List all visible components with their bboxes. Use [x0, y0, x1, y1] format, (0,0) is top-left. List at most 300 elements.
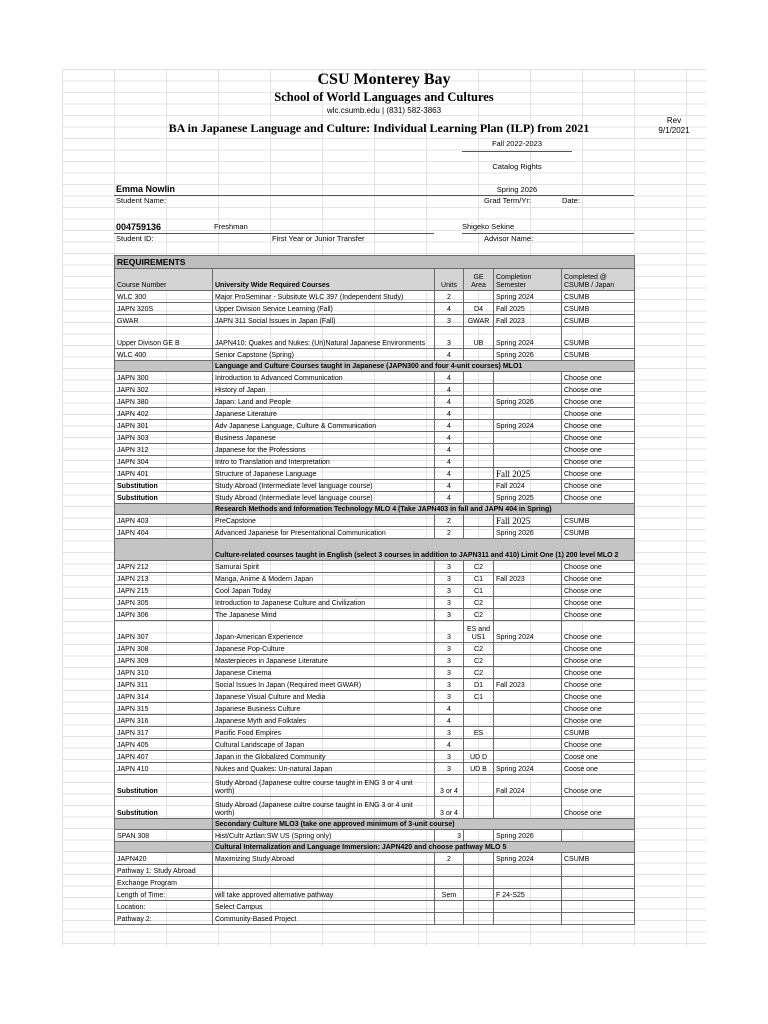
course-title-cell: Maximizing Study Abroad	[213, 853, 435, 865]
col-area: Area	[471, 282, 486, 290]
course-title-cell: JAPN 311 Social Issues in Japan (Fall)	[213, 315, 435, 327]
completion-semester-cell	[494, 727, 562, 739]
completed-at-cell: Choose one	[562, 621, 635, 643]
completion-semester-cell	[494, 715, 562, 727]
completed-at-cell: Choose one	[562, 561, 635, 573]
course-number-cell: JAPN 410	[115, 763, 213, 775]
course-number-cell: JAPN 403	[115, 515, 213, 527]
section-header-row	[115, 504, 635, 515]
grad-term: Spring 2026	[496, 185, 538, 194]
completed-at-cell: Choose one	[562, 444, 635, 456]
course-number-cell: Location:	[115, 901, 213, 913]
course-title-cell: Study Abroad (Japanese cultre course taught in ENG 3 or 4 unit worth)	[213, 797, 435, 819]
section-spacer-cell	[115, 361, 213, 372]
ge-area-cell	[464, 456, 494, 468]
course-number-cell: JAPN 308	[115, 643, 213, 655]
completion-semester-cell: Spring 2024	[494, 621, 562, 643]
completion-semester-cell	[494, 751, 562, 763]
course-row	[115, 609, 635, 621]
course-title-cell: Study Abroad (Intermediate level language course)	[213, 480, 435, 492]
course-title-cell: Intro to Translation and Interpretation	[213, 456, 435, 468]
course-row	[115, 456, 635, 468]
units-cell: 4	[435, 432, 464, 444]
course-number-cell: JAPN 303	[115, 432, 213, 444]
units-cell: 3 or 4	[435, 797, 464, 819]
ge-area-cell	[464, 468, 494, 480]
units-cell: 3	[435, 573, 464, 585]
completed-at-cell: Choose one	[562, 655, 635, 667]
course-number-cell: Pathway 1: Study Abroad	[115, 865, 213, 877]
completed-at-cell: Coose one	[562, 763, 635, 775]
ge-area-cell	[464, 527, 494, 539]
course-number-cell: Substitution	[115, 775, 213, 797]
ge-area-cell	[464, 913, 494, 925]
units-cell: 3	[435, 751, 464, 763]
course-row	[115, 751, 635, 763]
course-number-cell: JAPN 300	[115, 372, 213, 384]
section-header-row	[115, 819, 635, 830]
course-row	[115, 561, 635, 573]
ge-area-cell: C2	[464, 597, 494, 609]
ge-area-cell	[464, 349, 494, 361]
course-number-cell: JAPN 314	[115, 691, 213, 703]
units-cell: 3	[435, 585, 464, 597]
section-spacer-cell	[115, 539, 213, 561]
completed-at-cell: CSUMB	[562, 303, 635, 315]
completion-semester-cell: Fall 2025	[494, 515, 562, 527]
course-row	[115, 913, 635, 925]
completion-semester-cell	[494, 643, 562, 655]
completed-at-cell: Choose one	[562, 420, 635, 432]
col-ge-area	[464, 269, 494, 291]
completed-at-cell: Choose one	[562, 775, 635, 797]
completed-at-cell	[562, 889, 635, 901]
completed-at-cell: CSUMB	[562, 515, 635, 527]
col-units: Units	[435, 269, 464, 291]
course-title-cell: Advanced Japanese for Presentational Communication	[213, 527, 435, 539]
course-number-cell: JAPN 405	[115, 739, 213, 751]
completed-at-cell	[562, 877, 635, 889]
course-number-cell: JAPN 317	[115, 727, 213, 739]
completion-semester-cell: Spring 2024	[494, 420, 562, 432]
completion-semester-cell: Fall 2023	[494, 315, 562, 327]
completion-semester-cell: Spring 2026	[494, 830, 562, 842]
section-spacer-cell	[115, 842, 213, 853]
completion-semester-cell: Fall 2024	[494, 480, 562, 492]
university-title: CSU Monterey Bay	[317, 71, 451, 88]
course-row	[115, 679, 635, 691]
completion-semester-cell	[494, 609, 562, 621]
completed-at-cell: Choose one	[562, 609, 635, 621]
completed-at-cell	[562, 865, 635, 877]
completed-at-cell: Choose one	[562, 384, 635, 396]
course-title-cell: Japanese for the Professions	[213, 444, 435, 456]
student-id-label: Student ID:	[116, 234, 154, 243]
course-number-cell: JAPN 212	[115, 561, 213, 573]
ge-area-cell: C2	[464, 643, 494, 655]
completion-semester-cell: Fall 2024	[494, 775, 562, 797]
completed-at-cell: Choose one	[562, 492, 635, 504]
ge-area-cell	[464, 703, 494, 715]
course-number-cell: Length of Time:	[115, 889, 213, 901]
course-number-cell: SPAN 308	[115, 830, 213, 842]
section-header-row	[115, 842, 635, 853]
course-title-cell: Japanese Pop-Culture	[213, 643, 435, 655]
units-cell	[435, 913, 464, 925]
course-row	[115, 763, 635, 775]
units-cell: 4	[435, 456, 464, 468]
course-title-cell: Study Abroad (Japanese cultre course taught in ENG 3 or 4 unit worth)	[213, 775, 435, 797]
course-title-cell: Select Campus	[213, 901, 435, 913]
course-title-cell: Upper Division Service Learning (Fall)	[213, 303, 435, 315]
requirements-title-row	[115, 256, 635, 269]
completed-at-cell: Choose one	[562, 468, 635, 480]
completed-at-cell: Coose one	[562, 751, 635, 763]
completed-at-cell: Choose one	[562, 396, 635, 408]
course-number-cell: JAPN 309	[115, 655, 213, 667]
course-number-cell: JAPN420	[115, 853, 213, 865]
course-title-cell: Cultural Landscape of Japan	[213, 739, 435, 751]
units-cell: 3	[435, 655, 464, 667]
ge-area-cell: C2	[464, 609, 494, 621]
units-cell: 2	[435, 853, 464, 865]
ge-area-cell: C1	[464, 585, 494, 597]
course-row	[115, 468, 635, 480]
course-row	[115, 715, 635, 727]
course-number-cell: JAPN 215	[115, 585, 213, 597]
ge-area-cell	[464, 444, 494, 456]
course-title-cell: Adv Japanese Language, Culture & Communication	[213, 420, 435, 432]
course-title-cell	[213, 877, 435, 889]
completion-semester-cell	[494, 703, 562, 715]
completion-semester-cell	[494, 901, 562, 913]
completion-semester-cell: Spring 2024	[494, 763, 562, 775]
course-title-cell: Structure of Japanese Language	[213, 468, 435, 480]
units-cell: 2	[435, 515, 464, 527]
completion-semester-cell	[494, 691, 562, 703]
completed-at-cell: Choose one	[562, 715, 635, 727]
completion-semester-cell	[494, 913, 562, 925]
completion-semester-cell: Spring 2024	[494, 327, 562, 349]
revision-block	[644, 116, 704, 137]
catalog-underline	[462, 151, 572, 152]
completed-at-cell: CSUMB	[562, 727, 635, 739]
ge-area-cell	[464, 480, 494, 492]
ge-area-cell	[464, 739, 494, 751]
course-number-cell: JAPN 407	[115, 751, 213, 763]
units-cell: 3	[435, 643, 464, 655]
advisor-label: Advisor Name:	[484, 234, 534, 243]
course-row	[115, 621, 635, 643]
completed-at-cell	[562, 913, 635, 925]
ge-area-cell	[464, 715, 494, 727]
units-cell: 3	[435, 597, 464, 609]
col-course-number: Course Number	[115, 269, 213, 291]
course-row	[115, 655, 635, 667]
ge-area-cell	[464, 432, 494, 444]
completion-semester-cell	[494, 597, 562, 609]
course-title-cell: Study Abroad (Intermediate level language course)	[213, 492, 435, 504]
course-number-cell: JAPN 320S	[115, 303, 213, 315]
course-row	[115, 667, 635, 679]
course-row	[115, 515, 635, 527]
section-header-row	[115, 361, 635, 372]
units-cell: 4	[435, 715, 464, 727]
course-row	[115, 830, 635, 842]
completion-semester-cell	[494, 667, 562, 679]
completion-semester-cell	[494, 372, 562, 384]
catalog-term: Fall 2022-2023	[491, 139, 543, 148]
ge-area-cell	[464, 889, 494, 901]
course-row	[115, 597, 635, 609]
grad-term-label: Grad Term/Yr:	[484, 196, 531, 205]
ge-area-cell: ES and US1	[464, 621, 494, 643]
course-row	[115, 372, 635, 384]
ge-area-cell: UD D	[464, 751, 494, 763]
completed-at-cell	[562, 830, 635, 842]
course-title-cell: Social Issues In Japan (Required meet GWAR)	[213, 679, 435, 691]
course-number-cell: JAPN 311	[115, 679, 213, 691]
course-title-cell: Japan-American Experience	[213, 621, 435, 643]
course-row	[115, 527, 635, 539]
name-underline	[114, 195, 634, 196]
units-cell: 3	[435, 667, 464, 679]
units-cell: 4	[435, 384, 464, 396]
units-cell	[435, 901, 464, 913]
section-header: Research Methods and Information Technology MLO 4 (Take JAPN403 in fall and JAPN 404 in Spring)	[213, 504, 635, 515]
completion-semester-cell: Spring 2024	[494, 291, 562, 303]
student-name-label: Student Name:	[116, 196, 167, 205]
course-row	[115, 349, 635, 361]
course-title-cell: JAPN410: Quakes and Nukes: (Un)Natural Japanese Environments	[213, 327, 435, 349]
section-header: Culture-related courses taught in English (select 3 courses in addition to JAPN311 and 410) Limit One (1) 200 level MLO 2	[213, 539, 635, 561]
course-title-cell: Introduction to Japanese Culture and Civilization	[213, 597, 435, 609]
course-row	[115, 444, 635, 456]
section-header: Secondary Culture MLO3 (take one approved minimum of 3-unit course)	[213, 819, 635, 830]
completed-at-cell: Choose one	[562, 456, 635, 468]
completion-semester-cell	[494, 384, 562, 396]
course-title-cell: Community-Based Project	[213, 913, 435, 925]
units-cell: 3	[435, 327, 464, 349]
completion-semester-cell: Spring 2024	[494, 853, 562, 865]
student-name: Emma Nowlin	[116, 184, 176, 194]
units-cell: 3	[435, 763, 464, 775]
course-number-cell: JAPN 404	[115, 527, 213, 539]
course-number-cell: JAPN 301	[115, 420, 213, 432]
course-row	[115, 585, 635, 597]
course-title-cell: Nukes and Quakes: Un-natural Japan	[213, 763, 435, 775]
course-number-cell: JAPN 302	[115, 384, 213, 396]
units-cell: 4	[435, 420, 464, 432]
units-cell: 3	[435, 561, 464, 573]
completion-semester-cell: Spring 2026	[494, 396, 562, 408]
catalog-label: Catalog Rights	[492, 162, 542, 171]
completed-at-cell: CSUMB	[562, 527, 635, 539]
col-where: CSUMB / Japan	[564, 282, 615, 290]
completed-at-cell: Choose one	[562, 573, 635, 585]
course-row	[115, 384, 635, 396]
course-number-cell: Upper Divison GE B	[115, 327, 213, 349]
units-cell: 3	[435, 830, 464, 842]
ge-area-cell	[464, 515, 494, 527]
completed-at-cell: Choose one	[562, 703, 635, 715]
section-header: Language and Culture Courses taught in Japanese (JAPN300 and four 4-unit courses) MLO1	[213, 361, 635, 372]
completed-at-cell: Choose one	[562, 797, 635, 819]
completion-semester-cell: Spring 2026	[494, 349, 562, 361]
units-cell: 3	[435, 679, 464, 691]
course-number-cell: JAPN 310	[115, 667, 213, 679]
course-row	[115, 865, 635, 877]
course-number-cell: Pathway 2:	[115, 913, 213, 925]
course-row	[115, 797, 635, 819]
ge-area-cell	[464, 830, 494, 842]
completion-semester-cell: F 24-S25	[494, 889, 562, 901]
col-semester: Semester	[496, 282, 526, 290]
ge-area-cell	[464, 775, 494, 797]
units-cell: 4	[435, 703, 464, 715]
contact-line: wlc.csumb.edu | (831) 582-3863	[326, 106, 442, 115]
ge-area-cell: GWAR	[464, 315, 494, 327]
requirements-title: REQUIREMENTS	[115, 256, 635, 269]
course-title-cell: Senior Capstone (Spring)	[213, 349, 435, 361]
ge-area-cell: UB	[464, 327, 494, 349]
ge-area-cell	[464, 877, 494, 889]
course-row	[115, 853, 635, 865]
student-id: 004759136	[116, 222, 162, 232]
section-header: Cultural Internalization and Language Immersion: JAPN420 and choose pathway MLO 5	[213, 842, 635, 853]
completed-at-cell: Choose one	[562, 691, 635, 703]
rev-label: Rev	[666, 116, 682, 125]
ge-area-cell	[464, 420, 494, 432]
course-number-cell: JAPN 305	[115, 597, 213, 609]
course-row	[115, 691, 635, 703]
ge-area-cell: UD B	[464, 763, 494, 775]
course-row	[115, 889, 635, 901]
course-number-cell: JAPN 402	[115, 408, 213, 420]
ge-area-cell: C2	[464, 667, 494, 679]
section-header-row	[115, 539, 635, 561]
units-cell: Sem	[435, 889, 464, 901]
completed-at-cell	[562, 901, 635, 913]
course-row	[115, 291, 635, 303]
entry-type-label: First Year or Junior Transfer	[272, 234, 365, 243]
units-cell: 3	[435, 727, 464, 739]
course-title-cell: Manga, Anime & Modern Japan	[213, 573, 435, 585]
course-number-cell: JAPN 307	[115, 621, 213, 643]
completion-semester-cell: Spring 2026	[494, 527, 562, 539]
completion-semester-cell	[494, 408, 562, 420]
course-row	[115, 303, 635, 315]
col-completed-at	[562, 269, 635, 291]
completion-semester-cell	[494, 655, 562, 667]
course-row	[115, 396, 635, 408]
ge-area-cell: ES	[464, 727, 494, 739]
units-cell: 3	[435, 621, 464, 643]
col-completion-semester	[494, 269, 562, 291]
ge-area-cell	[464, 372, 494, 384]
course-title-cell: Japanese Visual Culture and Media	[213, 691, 435, 703]
completed-at-cell: Choose one	[562, 432, 635, 444]
course-title-cell: Introduction to Advanced Communication	[213, 372, 435, 384]
course-row	[115, 775, 635, 797]
entry-type: Freshman	[214, 222, 248, 231]
completed-at-cell: Choose one	[562, 597, 635, 609]
course-row	[115, 573, 635, 585]
completed-at-cell: Choose one	[562, 585, 635, 597]
completion-semester-cell: Fall 2023	[494, 573, 562, 585]
col-required-courses: University Wide Required Courses	[213, 269, 435, 291]
course-title-cell	[213, 865, 435, 877]
date-label: Date:	[562, 196, 580, 205]
course-title-cell: Pacific Food Empires	[213, 727, 435, 739]
completion-semester-cell: Fall 2025	[494, 303, 562, 315]
completed-at-cell: CSUMB	[562, 327, 635, 349]
units-cell: 3	[435, 609, 464, 621]
course-title-cell: Business Japanese	[213, 432, 435, 444]
course-number-cell: JAPN 306	[115, 609, 213, 621]
col-completion: Completion	[496, 274, 532, 282]
course-title-cell: will take approved alternative pathway	[213, 889, 435, 901]
completed-at-cell: Choose one	[562, 480, 635, 492]
completion-semester-cell	[494, 739, 562, 751]
course-number-cell: Substitution	[115, 492, 213, 504]
course-title-cell: Hist/Cultr Aztlan:SW US (Spring only)	[213, 830, 435, 842]
units-cell	[435, 865, 464, 877]
ge-area-cell: C2	[464, 655, 494, 667]
completion-semester-cell	[494, 865, 562, 877]
ge-area-cell	[464, 384, 494, 396]
requirements-table	[114, 255, 635, 925]
course-title-cell: PreCapstone	[213, 515, 435, 527]
ge-area-cell: D1	[464, 679, 494, 691]
ge-area-cell	[464, 396, 494, 408]
course-number-cell: JAPN 315	[115, 703, 213, 715]
course-number-cell: WLC 300	[115, 291, 213, 303]
rev-date: 9/1/2021	[658, 126, 690, 136]
course-number-cell: JAPN 312	[115, 444, 213, 456]
course-title-cell: Japan in the Globalized Community	[213, 751, 435, 763]
section-spacer-cell	[115, 819, 213, 830]
school-title: School of World Languages and Cultures	[274, 90, 494, 104]
units-cell: 4	[435, 492, 464, 504]
units-cell: 2	[435, 527, 464, 539]
course-title-cell: Japanese Literature	[213, 408, 435, 420]
completion-semester-cell	[494, 585, 562, 597]
course-row	[115, 739, 635, 751]
units-cell: 3	[435, 691, 464, 703]
course-number-cell: JAPN 213	[115, 573, 213, 585]
completed-at-cell: CSUMB	[562, 853, 635, 865]
completed-at-cell: CSUMB	[562, 349, 635, 361]
course-row	[115, 432, 635, 444]
completed-at-cell: Choose one	[562, 739, 635, 751]
course-number-cell: Substitution	[115, 480, 213, 492]
course-title-cell: The Japanese Mind	[213, 609, 435, 621]
completion-semester-cell	[494, 877, 562, 889]
course-row	[115, 408, 635, 420]
ge-area-cell	[464, 291, 494, 303]
units-cell: 3	[435, 315, 464, 327]
completion-semester-cell	[494, 444, 562, 456]
completion-semester-cell	[494, 432, 562, 444]
completed-at-cell: CSUMB	[562, 315, 635, 327]
course-title-cell: Cool Japan Today	[213, 585, 435, 597]
course-row	[115, 703, 635, 715]
units-cell: 4	[435, 408, 464, 420]
completion-semester-cell	[494, 561, 562, 573]
units-cell: 4	[435, 349, 464, 361]
course-number-cell: Substitution	[115, 797, 213, 819]
